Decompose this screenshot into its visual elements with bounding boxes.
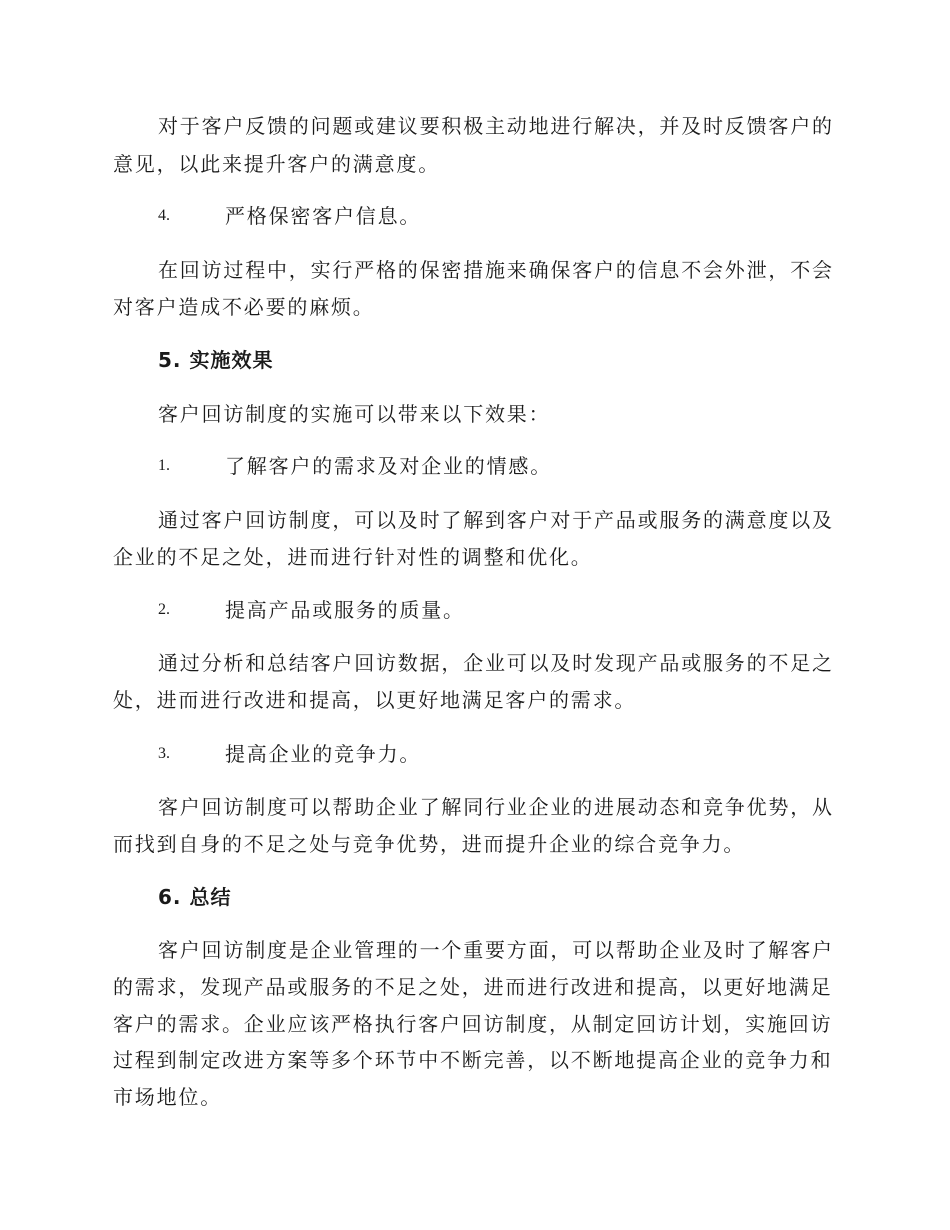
list-item-text: 提高企业的竞争力。 <box>225 742 422 766</box>
paragraph-line: 客户回访制度是企业管理的一个重要方面，可以帮助企业及时了解客户 <box>158 938 834 962</box>
paragraph-line: 市场地位。 <box>113 1085 222 1109</box>
paragraph-line: 通过分析和总结客户回访数据，企业可以及时发现产品或服务的不足之 <box>158 651 834 675</box>
paragraph-line: 对于客户反馈的问题或建议要积极主动地进行解决，并及时反馈客户的 <box>158 114 834 138</box>
paragraph-line: 客户的需求。企业应该严格执行客户回访制度，从制定回访计划，实施回访 <box>113 1012 833 1036</box>
paragraph-line: 客户回访制度的实施可以带来以下效果： <box>158 402 551 426</box>
paragraph-line: 通过客户回访制度，可以及时了解到客户对于产品或服务的满意度以及 <box>158 508 834 532</box>
section-title: 实施效果 <box>189 348 274 372</box>
paragraph-line: 的需求，发现产品或服务的不足之处，进而进行改进和提高，以更好地满足 <box>113 975 833 999</box>
list-item-number: 1. <box>158 457 170 474</box>
paragraph-line: 处，进而进行改进和提高，以更好地满足客户的需求。 <box>113 688 637 712</box>
paragraph-line: 意见，以此来提升客户的满意度。 <box>113 152 440 176</box>
list-item-number: 4. <box>158 207 170 224</box>
section-heading <box>158 350 273 370</box>
list-item-number: 2. <box>158 601 170 618</box>
section-heading <box>158 887 231 907</box>
section-number: 5. <box>158 348 182 372</box>
paragraph-line: 企业的不足之处，进而进行针对性的调整和优化。 <box>113 545 593 569</box>
paragraph-line: 而找到自身的不足之处与竞争优势，进而提升企业的综合竞争力。 <box>113 832 746 856</box>
paragraph-line: 客户回访制度可以帮助企业了解同行业企业的进展动态和竞争优势，从 <box>158 795 834 819</box>
section-number: 6. <box>158 885 182 909</box>
paragraph-line: 在回访过程中，实行严格的保密措施来确保客户的信息不会外泄，不会 <box>158 258 834 282</box>
paragraph-line: 过程到制定改进方案等多个环节中不断完善，以不断地提高企业的竞争力和 <box>113 1048 833 1072</box>
list-item-text: 严格保密客户信息。 <box>225 204 422 228</box>
section-title: 总结 <box>189 885 232 909</box>
list-item-number: 3. <box>158 745 170 762</box>
list-item-text: 提高产品或服务的质量。 <box>225 598 465 622</box>
list-item-text: 了解客户的需求及对企业的情感。 <box>225 454 552 478</box>
paragraph-line: 对客户造成不必要的麻烦。 <box>113 295 375 319</box>
